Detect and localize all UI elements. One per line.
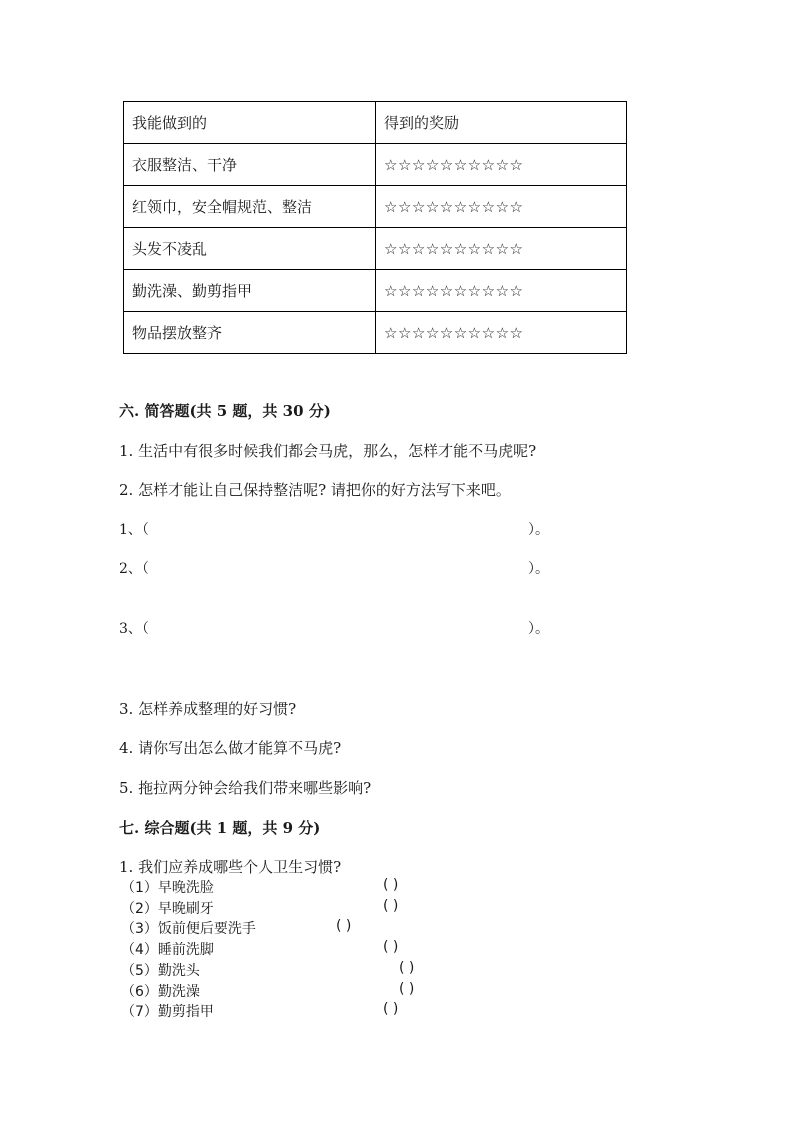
answer-blank-number: 1、（: [119, 522, 149, 538]
habit-item-paren: ( ): [383, 1001, 399, 1017]
answer-blank-close: ）。: [528, 621, 549, 637]
habit-item-label: （1）早晚洗脸: [121, 880, 214, 896]
answer-blank-number: 3、（: [119, 621, 149, 637]
table-header-row: [124, 102, 627, 144]
question-text: 1. 我们应养成哪些个人卫生习惯?: [119, 858, 342, 876]
habit-item-paren: ( ): [336, 918, 352, 934]
table-row: [124, 144, 627, 186]
question-text: 5. 拖拉两分钟会给我们带来哪些影响?: [119, 779, 372, 797]
table-header-cell: 得到的奖励: [376, 102, 627, 144]
habit-item-paren: ( ): [383, 939, 399, 955]
habit-item-label: （4）睡前洗脚: [121, 942, 214, 958]
table-row: [124, 312, 627, 354]
reward-table: [123, 101, 627, 354]
question-text: 3. 怎样养成整理的好习惯?: [119, 700, 297, 718]
table-header-cell: 我能做到的: [124, 102, 376, 144]
habit-item-paren: ( ): [399, 960, 415, 976]
table-cell-stars: ☆☆☆☆☆☆☆☆☆☆: [376, 270, 627, 312]
habit-item-paren: ( ): [399, 981, 415, 997]
table-row: [124, 228, 627, 270]
table-cell-stars: ☆☆☆☆☆☆☆☆☆☆: [376, 228, 627, 270]
habit-item-paren: ( ): [383, 898, 399, 914]
habit-item-paren: ( ): [383, 877, 399, 893]
answer-blank-number: 2、（: [119, 561, 149, 577]
table-cell-behavior: 勤洗澡、勤剪指甲: [124, 270, 376, 312]
question-text: 1. 生活中有很多时候我们都会马虎，那么，怎样才能不马虎呢?: [119, 442, 537, 460]
section-heading: 七. 综合题(共 1 题，共 9 分): [119, 819, 321, 837]
habit-item-label: （7）勤剪指甲: [121, 1004, 214, 1020]
table-cell-behavior: 衣服整洁、干净: [124, 144, 376, 186]
question-text: 2. 怎样才能让自己保持整洁呢? 请把你的好方法写下来吧。: [119, 481, 511, 499]
table-cell-stars: ☆☆☆☆☆☆☆☆☆☆: [376, 186, 627, 228]
table-cell-behavior: 物品摆放整齐: [124, 312, 376, 354]
habit-item-label: （6）勤洗澡: [121, 984, 200, 1000]
answer-blank-close: ）。: [528, 561, 549, 577]
table-cell-stars: ☆☆☆☆☆☆☆☆☆☆: [376, 144, 627, 186]
table-row: [124, 270, 627, 312]
table-cell-stars: ☆☆☆☆☆☆☆☆☆☆: [376, 312, 627, 354]
habit-item-label: （5）勤洗头: [121, 963, 200, 979]
table-cell-behavior: 红领巾，安全帽规范、整洁: [124, 186, 376, 228]
table-cell-behavior: 头发不凌乱: [124, 228, 376, 270]
question-text: 4. 请你写出怎么做才能算不马虎?: [119, 739, 342, 757]
table-row: [124, 186, 627, 228]
answer-blank-close: ）。: [528, 522, 549, 538]
habit-item-label: （2）早晚刷牙: [121, 901, 214, 917]
section-heading: 六. 简答题(共 5 题，共 30 分): [119, 402, 331, 420]
habit-item-label: （3）饭前便后要洗手: [121, 921, 256, 937]
